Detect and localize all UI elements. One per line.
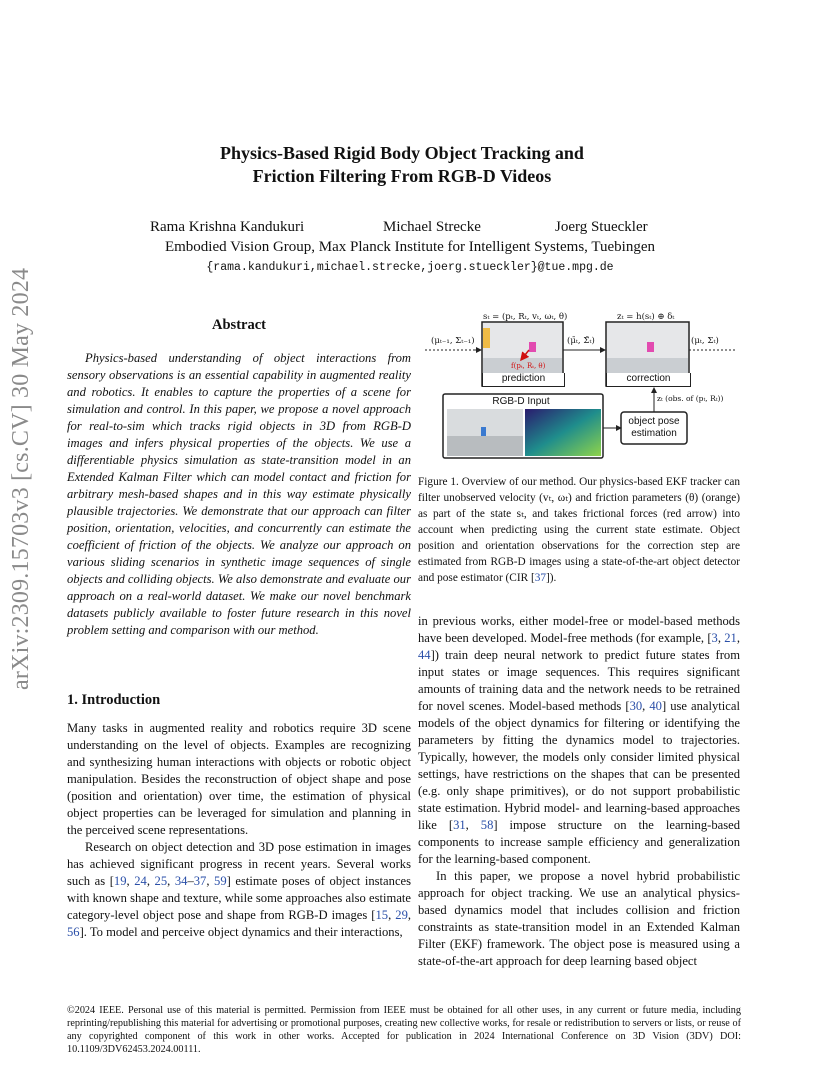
right-paragraph-2: In this paper, we propose a novel hybrid probabilistic approach for object tracking. We use an analytical physics-based dynamics model that includes collision and friction constraints as state-transition model in an Extended Kalman Filter (EKF) framework. The object pose is measured using a state-of-the-art approach for deep learning based object: [418, 869, 740, 968]
citation-link[interactable]: 21: [724, 631, 737, 645]
author-emails[interactable]: {rama.kandukuri,michael.strecke,joerg.stueckler}@tue.mpg.de: [206, 261, 614, 274]
arxiv-identifier: arXiv:2309.15703v3 [cs.CV] 30 May 2024: [8, 267, 34, 690]
text-run: ] impose structure on the learning-based components to increase sample efficiency and generalization for the learning-based component.: [418, 818, 740, 866]
posterior-belief: (μₜ, Σₜ): [691, 336, 719, 346]
citation-link[interactable]: 40: [649, 699, 662, 713]
text-run: Research on object detection and 3D pose estimation in images has achieved significant progress in recent years. Several works such as [: [67, 840, 411, 888]
citation-link[interactable]: 58: [480, 818, 494, 832]
right-paragraph-1: in previous works, either model-free or model-based methods have been developed. Model-free methods (for example, [3, 21, 44]) train deep neural network to predict future states from input states or image sequences. This requires significant amounts of training data and the network needs to be retrained for novel scenes. Model-based methods [30, 40] use analytical models of the object dynamics for filtering or identifying the parameters by fitting the dynamics model to trajectories. Typically, however, the models only consider limited physical settings, have restrictions on the shapes that can be presented (e.g. only shape primitives), or do not support probabilistic state estimation. Hybrid model- and learning-based approaches like [31, 58] impose structure on the learning-based components to increase sample efficiency and generalization for the learning-based component.: [418, 614, 740, 866]
citation-link[interactable]: 37: [193, 874, 207, 888]
citation-link[interactable]: 24: [134, 874, 147, 888]
text-run: ]. To model and perceive object dynamics and their interactions,: [79, 925, 403, 939]
author-2: Michael Strecke: [383, 219, 481, 235]
prediction-label: prediction: [482, 373, 565, 387]
text-run: ]) train deep neural network to predict future states from input states or image sequences. This requires significant amounts of training data and the network needs to be retrained for novel scenes. Model-based methods [: [418, 648, 740, 713]
author-1: Rama Krishna Kandukuri: [150, 219, 305, 235]
author-3: Joerg Stueckler: [555, 219, 648, 235]
text-run: ] estimate poses of object instances with known shape and texture, while some approaches also estimate category-level object pose and shape from RGB-D images [: [67, 874, 412, 922]
pose-estimation-label-2: estimation: [631, 428, 677, 439]
citation-link[interactable]: 25: [154, 874, 168, 888]
citation-link[interactable]: 30: [629, 699, 643, 713]
figure-diagram: [425, 306, 751, 462]
citation-link[interactable]: 56: [67, 925, 80, 939]
citation-link[interactable]: 15: [375, 908, 389, 922]
abstract-text: Physics-based understanding of object interactions from sensory observations is an essential capability in augmented reality and robotics. It enables to capture the properties of a scene for simulation and control. In this paper, we propose a novel approach for real-to-sim which tracks rigid objects in 3D from RGB-D images and infers physical properties of the objects. We use a differentiable physics simulation as state-transition model in an Extended Kalman Filter which can model contact and friction for arbitrary mesh-based shapes and in this way estimate physically plausible trajectories. We demonstrate that our approach can filter position, orientation, velocities, and concurrently can estimate the coefficient of friction of the objects. We analyze our approach on various sliding scenarios in synthetic image sequences of single objects and colliding objects. We also demonstrate and evaluate our approach on a real-world dataset. We make our novel benchmark datasets publicly available to foster future research in this novel problem setting and comparison with our method.: [67, 351, 411, 637]
citation-link[interactable]: 19: [113, 874, 127, 888]
state-equation: sₜ = (pₜ, Rₜ, vₜ, ωₜ, θ): [483, 312, 568, 322]
text-run: in previous works, either model-free or model-based methods have been developed. Model-free methods (for example, [: [418, 614, 740, 645]
copyright-footnote: ©2024 IEEE. Personal use of this material is permitted. Permission from IEEE must be obtained for all other uses, in any current or future media, including reprinting/republishing this material for advertising or promotional purposes, creating new collective works, for resale or redistribution to servers or lists, or reuse of any copyrighted component of this work in other works. Accepted for publication in 2024 International Conference on 3D Vision (3DV) DOI: 10.1109/3DV62453.2024.00111.: [67, 1005, 741, 1055]
correction-label: correction: [606, 373, 691, 387]
citation-link[interactable]: 59: [214, 874, 227, 888]
citation-link[interactable]: 3: [711, 631, 718, 645]
citation-link[interactable]: 44: [418, 648, 431, 662]
intro-paragraph-2: Research on object detection and 3D pose estimation in images has achieved significant progress in recent years. Several works such as [19, 24, 25, 34–37, 59] estimate poses of object instances with known shape and texture, while some approaches also estimate category-level object pose and shape from RGB-D images [15, 29, 56]. To model and perceive object dynamics and their interactions,: [67, 840, 412, 939]
intro-paragraph-1: Many tasks in augmented reality and robotics require 3D scene understanding on the level of objects. Examples are recognizing and synthesizing human interactions with objects or robotic object manipulation. Besides the reconstruction of object shape and pose (position and orientation) over time, the estimation of physical object properties can be leveraged for simulation and planning in the perceived scene representations.: [67, 721, 411, 837]
title-line-2: Friction Filtering From RGB-D Videos: [252, 166, 552, 186]
friction-force-label: f(pₜ, Rₜ, θ): [511, 362, 546, 370]
previous-belief: (μₜ₋₁, Σₜ₋₁): [431, 336, 475, 346]
introduction-body: [67, 720, 411, 941]
citation-link[interactable]: 31: [453, 818, 466, 832]
pose-estimation-label-1: object pose: [628, 416, 680, 427]
citation-link[interactable]: 29: [395, 908, 408, 922]
citation-link[interactable]: 37: [534, 572, 547, 584]
caption-text: Figure 1. Overview of our method. Our physics-based EKF tracker can filter unobserved velocity (vₜ, ωₜ) and friction parameters (θ) (orange) as part of the state sₜ, and takes frictional forces (red arrow) into account when predicting using the current state estimate. Object position and orientation observations for the correction step are estimated from RGB-D images using a state-of-the-art object detector and pose estimator (CIR [: [418, 476, 740, 584]
citation-link[interactable]: 34: [174, 874, 188, 888]
introduction-heading: 1. Introduction: [67, 692, 161, 708]
observation-label: zₜ (obs. of (pₜ, Rₜ)): [657, 394, 724, 403]
figure-1-caption: [418, 474, 740, 586]
author-list: [100, 219, 720, 239]
rgbd-input-label: RGB-D Input: [492, 396, 550, 407]
predicted-belief: (μ̄ₜ, Σ̄ₜ): [567, 336, 595, 346]
right-column-body: [418, 613, 740, 970]
abstract-body: [67, 350, 411, 639]
affiliation: Embodied Vision Group, Max Planck Institute for Intelligent Systems, Tuebingen: [164, 239, 656, 255]
text-run: ] use analytical models of the object dynamics for filtering or identifying the parameters by fitting the dynamics model to trajectories. Typically, however, the models only consider limited physical settings, have restrictions on the shapes that can be presented (e.g. only shape primitives), or do not support probabilistic state estimation. Hybrid model- and learning-based approaches like [: [418, 699, 740, 832]
observation-equation: zₜ = h(sₜ) ⊕ δₜ: [617, 312, 675, 322]
caption-text-end: ]).: [546, 572, 557, 584]
paper-title: [120, 142, 684, 188]
title-line-1: Physics-Based Rigid Body Object Tracking and: [220, 143, 584, 163]
abstract-heading: Abstract: [212, 317, 266, 333]
figure-1-overview: [425, 306, 751, 462]
